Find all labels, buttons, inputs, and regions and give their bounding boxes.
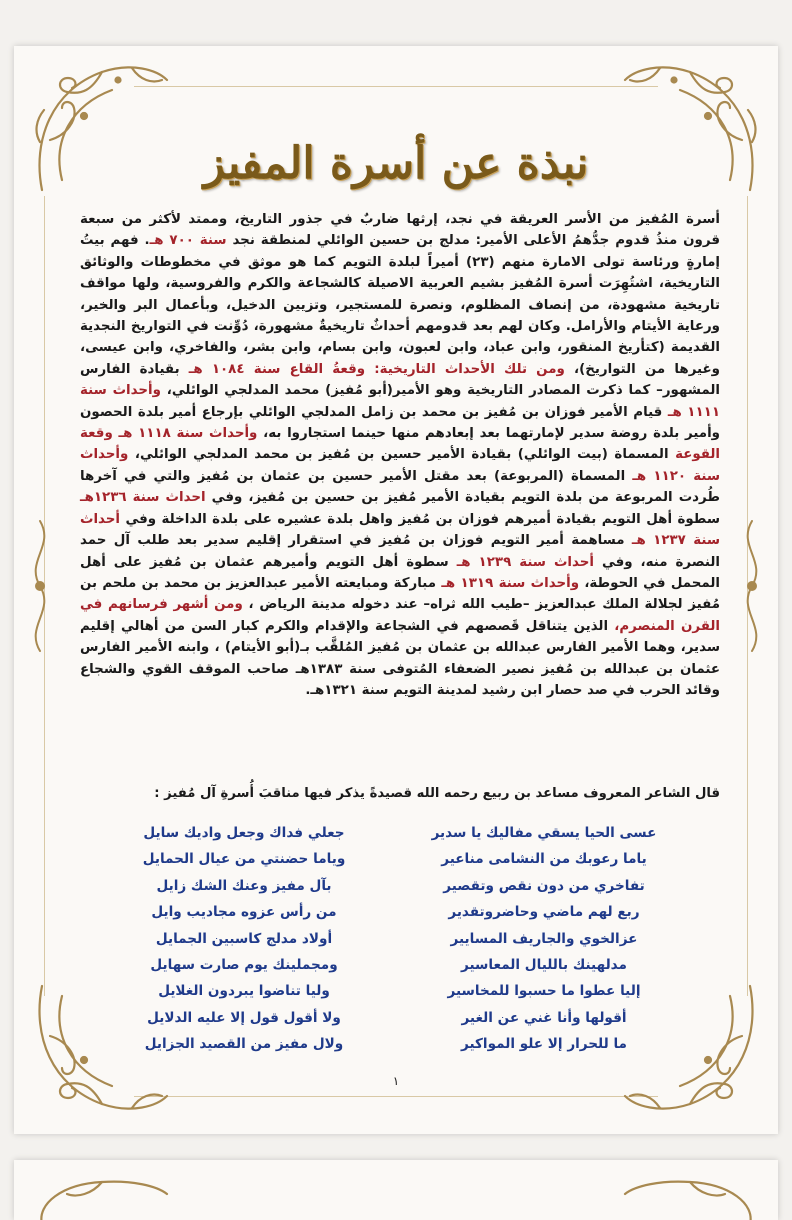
document-page — [14, 46, 778, 1134]
poem-first-hemistich: عزالخوي والجاريف المسايير — [450, 930, 638, 947]
paragraph-segment: سطوة أهل التويم وأميرهم عثمان بن مُفيز على أهل المحمل في الحوطة، — [80, 554, 720, 591]
side-ornament-left-icon — [20, 516, 60, 656]
paragraph-segment: مساهمة أمير التويم فوزان بن مُفيز في استقرار إقليم سدير بعد طلب آل حمد النصرة منه، وفي — [80, 533, 720, 570]
side-ornament-right-icon — [732, 516, 772, 656]
paragraph-segment: المسماة (بيت الوائلي) بقيادة الأمير حسين بن مُفيز بن محمد المدلجي الوائلي، — [128, 447, 676, 463]
highlighted-event: وأحداث سنة ١١٢٠ هـ — [80, 447, 720, 484]
paragraph-text — [80, 209, 720, 701]
highlighted-event: وأحداث سنة ١١١١ هـ — [80, 383, 720, 420]
poem-second-hemistich: جعلي فداك وجعل واديك سايل — [143, 825, 345, 841]
poem-verse — [114, 873, 674, 899]
paragraph-segment: أسرة المُفيز من الأسر العريقة في نجد، إرثها ضاربٌ في جذور التاريخ، وممتد لأكثر من سبعة قرون منذُ قدوم جدُّهمُ الأعلى الأمير: مدلج بن حسين الوائلي لمنطقة نجد — [80, 212, 720, 249]
next-page-ornament-left-icon — [22, 1164, 172, 1220]
poem-second-hemistich: بآل مفيز وعنك الشك زايل — [156, 877, 332, 894]
poem-first-hemistich: ياما رعوبك من النشامى مناعير — [441, 851, 647, 868]
poem-first-hemistich: إليا عطوا ما حسبوا للمخاسير — [447, 983, 641, 1000]
highlighted-event: ومن أشهر فرسانهم في القرن المنصرم، — [80, 597, 720, 634]
paragraph-segment: سطوة أهل التويم بقيادة أميرهم فوزان بن مُفيز واهل بلدة عشيره على بلدة الداخلة وفي — [120, 511, 720, 527]
poem-second-hemistich: من رأس عزوه مجاديب وايل — [151, 904, 337, 921]
page-number: ١ — [392, 1074, 400, 1088]
highlighted-event: أحداث سنة ١٢٣٧ هـ — [80, 511, 720, 549]
poem-second-hemistich: ولا أقول قول إلا عليه الدلايل — [147, 1009, 341, 1026]
poem-verse — [114, 952, 674, 978]
paragraph-segment: مباركة ومبايعته الأمير عبدالعزيز بن محمد بن ملحم بن مُفيز لجلالة الملك عبدالعزيز –طيب الله ثراه– عند دخوله مدينة الرياض ، — [80, 575, 720, 613]
poem-verse — [114, 926, 674, 952]
poem — [114, 820, 674, 1058]
paragraph-segment: الذين يتناقل قَصصهم في الشجاعة والإقدام والكرم كبار السن من أهالي إقليم سدير، وهما الأمير الفارس عبدالله بن عثمان بن مُفيز المُلقَّب بـ(أبو الأيتام) ، وابنه الأمير الفارس عثمان بن عبدالله بن مُفيز نصير الضعفاء المُتوفى سنة ١٣٨٣هـ صاحب الموقف القوي والشجاع وقائد الحرب في صد حصار ابن رشيد لمدينة التويم سنة ١٣٢١هـ. — [80, 618, 720, 698]
poem-second-hemistich: ولال مفيز من القصيد الجزايل — [144, 1036, 344, 1053]
paragraph-segment: . فهم بيتُ إمارةٍ ورئاسة تولى الامارة منهم (٢٣) أميراً لبلدة التويم كما هو موثق في مخطوطات والوثائق التاريخية، اشتُهِرَت أسرة المُفيز بشيم العربية الاصيلة كالشجاعة والكرم والفروسية، ولها مواقف تاريخية مشهودة، من إنصاف المظلوم، ونصرة للمستجير، وتزيين الدخيل، وبأعمال البر والخير، ورعاية الأيتام والأرامل. وكان لهم بعد قدومهم أحداثٌ تاريخيةٌ مشهورة، دُوِّنت في التواريخ النجدية القديمة (كتأريخ المنقور، وابن عباد، وابن لعبون، وابن بسام، وابن بشر، والفاخري، وابن عيسى، وغيرها من التواريخ)، — [80, 233, 720, 377]
poem-first-hemistich: مدلهينك بالليال المعاسير — [461, 956, 627, 973]
poem-second-hemistich: وليا تناضوا يبردون الغلايل — [158, 983, 330, 1000]
paragraph-segment: قيام الأمير فوزان بن مُفيز بن محمد بن زامل المدلجي الوائلي بإرجاع أمير بلدة الحصون وأمير بلدة روضة سدير لإمارتهما بعد إبعادهم منها حينما استجاروا به، — [80, 404, 720, 442]
poem-first-hemistich: ربع لهم ماضي وحاضروتقدير — [448, 904, 640, 921]
paragraph-segment: المسماة (المربوعة) بعد مقتل الأمير حسين بن عثمان بن مُفيز والتي في آخرها طُردت المربوعة من بلدة التويم بقيادة الأمير مُفيز بن حسين بن مُفيز، وفي — [80, 468, 720, 506]
poem-second-hemistich: وياما حضنتي من عيال الحمايل — [142, 851, 346, 868]
poem-first-hemistich: عسى الحيا يسقي مفاليك يا سدير — [431, 825, 657, 841]
poem-first-hemistich: تفاخري من دون نقص وتقصير — [443, 877, 645, 894]
highlighted-event: ومن تلك الأحداث التاريخية: وقعةُ القاع سنة ١٠٨٤ هـ — [188, 361, 565, 377]
poem-verse — [114, 1005, 674, 1031]
poem-first-hemistich: ما للحرار إلا علو المواكير — [461, 1036, 627, 1053]
poem-second-hemistich: أولاد مدلج كاسبين الجمايل — [155, 930, 333, 947]
poem-verse — [114, 820, 674, 846]
poem-first-hemistich: أقولها وأنا غني عن الغير — [461, 1009, 627, 1026]
poem-intro: قال الشاعر المعروف مساعد بن ربيع رحمه الله قصيدةً يذكر فيها مناقبَ أُسرةِ آل مُفيز : — [154, 786, 720, 801]
paragraph-segment: بقيادة الفارس المشهور– كما ذكرت المصادر التاريخية وهو الأمير(أبو مُفيز) محمد المدلجي الوائلي، — [80, 361, 721, 399]
poem-verse — [114, 899, 674, 925]
highlighted-event: وأحداث سنة ١٣١٩ هـ — [441, 575, 580, 591]
border-top-line — [134, 86, 658, 87]
page-title: نبذة عن أسرة المفيز — [203, 138, 589, 189]
highlighted-event: وأحداث سنة ١١١٨ هـ وقعة القوعة — [80, 426, 720, 463]
border-bottom-line — [134, 1096, 658, 1097]
highlighted-event: احداث سنة ١٢٣٦هـ — [80, 490, 206, 506]
history-paragraph — [80, 209, 720, 701]
highlighted-event: أحداث سنة ١٢٣٩ هـ — [456, 554, 594, 570]
next-page-edge — [14, 1160, 778, 1220]
highlighted-event: سنة ٧٠٠ هـ — [149, 233, 227, 249]
poem-verse — [114, 978, 674, 1004]
next-page-ornament-right-icon — [620, 1164, 770, 1220]
poem-second-hemistich: ومجملينك يوم صارت سهايل — [150, 956, 338, 973]
poem-verse — [114, 1031, 674, 1057]
poem-verse — [114, 846, 674, 872]
